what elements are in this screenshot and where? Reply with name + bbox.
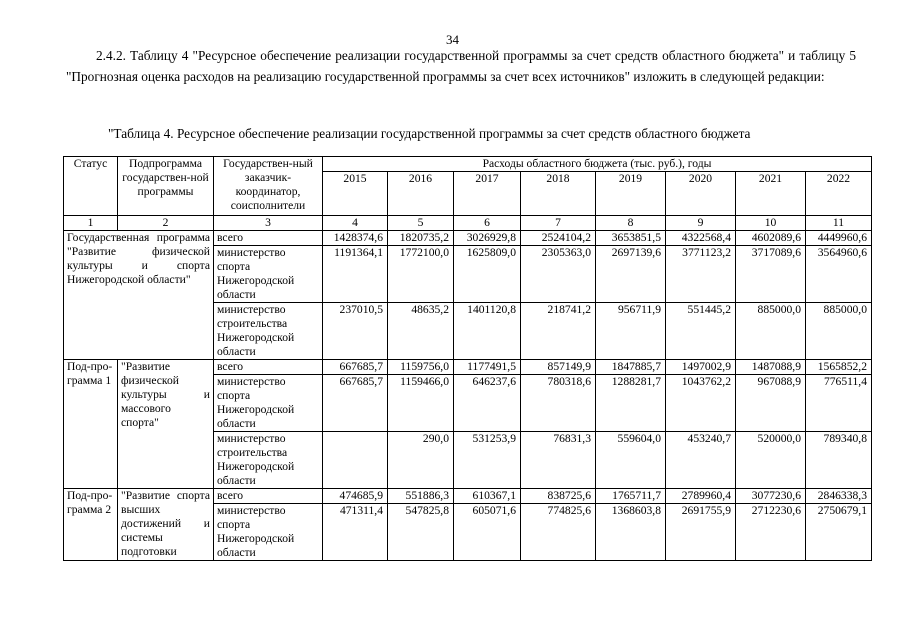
column-number: 10 <box>736 216 806 231</box>
value-cell: 474685,9 <box>323 489 388 504</box>
customer-cell: всего <box>214 231 323 246</box>
subprogram-cell: "Развитие физической культуры и массового спорта" <box>118 360 214 489</box>
value-cell: 218741,2 <box>521 303 596 360</box>
value-cell: 2691755,9 <box>666 504 736 561</box>
column-number: 7 <box>521 216 596 231</box>
status-cell: Под-про-грамма 1 <box>64 360 118 489</box>
value-cell: 2697139,6 <box>596 246 666 303</box>
value-cell: 667685,7 <box>323 375 388 432</box>
header-year: 2018 <box>521 172 596 216</box>
value-cell: 885000,0 <box>806 303 872 360</box>
header-year: 2021 <box>736 172 806 216</box>
amendment-paragraph <box>66 45 856 87</box>
customer-cell: всего <box>214 489 323 504</box>
column-numbers-row <box>64 216 872 231</box>
value-cell: 1497002,9 <box>666 360 736 375</box>
value-cell: 838725,6 <box>521 489 596 504</box>
value-cell: 48635,2 <box>388 303 454 360</box>
value-cell: 1820735,2 <box>388 231 454 246</box>
value-cell: 780318,6 <box>521 375 596 432</box>
value-cell: 1772100,0 <box>388 246 454 303</box>
header-subprogram: Подпрограмма государствен-ной программы <box>118 157 214 216</box>
value-cell: 610367,1 <box>454 489 521 504</box>
column-number: 8 <box>596 216 666 231</box>
value-cell: 290,0 <box>388 432 454 489</box>
column-number: 11 <box>806 216 872 231</box>
value-cell: 3564960,6 <box>806 246 872 303</box>
value-cell: 1159756,0 <box>388 360 454 375</box>
value-cell: 667685,7 <box>323 360 388 375</box>
value-cell: 885000,0 <box>736 303 806 360</box>
value-cell <box>323 432 388 489</box>
value-cell: 547825,8 <box>388 504 454 561</box>
value-cell: 1288281,7 <box>596 375 666 432</box>
value-cell: 1177491,5 <box>454 360 521 375</box>
header-year: 2020 <box>666 172 736 216</box>
header-year: 2016 <box>388 172 454 216</box>
header-expenses: Расходы областного бюджета (тыс. руб.), годы <box>323 157 872 172</box>
customer-cell: министерство спорта Нижегородской области <box>214 375 323 432</box>
value-cell: 789340,8 <box>806 432 872 489</box>
value-cell: 2712230,6 <box>736 504 806 561</box>
value-cell: 1487088,9 <box>736 360 806 375</box>
table-row <box>64 489 872 504</box>
value-cell: 1847885,7 <box>596 360 666 375</box>
value-cell: 3771123,2 <box>666 246 736 303</box>
value-cell: 76831,3 <box>521 432 596 489</box>
value-cell: 453240,7 <box>666 432 736 489</box>
value-cell: 857149,9 <box>521 360 596 375</box>
value-cell: 776511,4 <box>806 375 872 432</box>
customer-cell: министерство спорта Нижегородской области <box>214 246 323 303</box>
value-cell: 1765711,7 <box>596 489 666 504</box>
value-cell: 551445,2 <box>666 303 736 360</box>
value-cell: 1428374,6 <box>323 231 388 246</box>
column-number: 2 <box>118 216 214 231</box>
value-cell: 2846338,3 <box>806 489 872 504</box>
column-number: 4 <box>323 216 388 231</box>
value-cell: 2305363,0 <box>521 246 596 303</box>
header-year: 2019 <box>596 172 666 216</box>
value-cell: 2750679,1 <box>806 504 872 561</box>
value-cell: 3077230,6 <box>736 489 806 504</box>
value-cell: 774825,6 <box>521 504 596 561</box>
value-cell: 551886,3 <box>388 489 454 504</box>
value-cell: 559604,0 <box>596 432 666 489</box>
value-cell: 3026929,8 <box>454 231 521 246</box>
value-cell: 956711,9 <box>596 303 666 360</box>
table-row <box>64 360 872 375</box>
value-cell: 646237,6 <box>454 375 521 432</box>
value-cell: 237010,5 <box>323 303 388 360</box>
header-customer: Государствен-ный заказчик-координатор, соисполнители <box>214 157 323 216</box>
value-cell: 1368603,8 <box>596 504 666 561</box>
value-cell: 4322568,4 <box>666 231 736 246</box>
value-cell: 2789960,4 <box>666 489 736 504</box>
subprogram-cell: "Развитие спорта высших достижений и системы подготовки <box>118 489 214 561</box>
value-cell: 531253,9 <box>454 432 521 489</box>
value-cell: 1565852,2 <box>806 360 872 375</box>
column-number: 5 <box>388 216 454 231</box>
value-cell: 1159466,0 <box>388 375 454 432</box>
header-year: 2015 <box>323 172 388 216</box>
value-cell: 605071,6 <box>454 504 521 561</box>
page-number: 34 <box>446 32 459 47</box>
header-year: 2022 <box>806 172 872 216</box>
value-cell: 2524104,2 <box>521 231 596 246</box>
column-number: 9 <box>666 216 736 231</box>
customer-cell: министерство строительства Нижегородской области <box>214 303 323 360</box>
column-number: 1 <box>64 216 118 231</box>
header-status: Статус <box>64 157 118 216</box>
customer-cell: министерство строительства Нижегородской области <box>214 432 323 489</box>
value-cell: 4449960,6 <box>806 231 872 246</box>
column-number: 6 <box>454 216 521 231</box>
table-caption: "Таблица 4. Ресурсное обеспечение реализации государственной программы за счет средств областного бюджета <box>108 126 751 141</box>
value-cell: 1191364,1 <box>323 246 388 303</box>
budget-table <box>63 156 872 561</box>
value-cell: 4602089,6 <box>736 231 806 246</box>
paragraph-text: 2.4.2. Таблицу 4 "Ресурсное обеспечение реализации государственной программы за счет средств областного бюджета" и таблицу 5 "Прогнозная оценка расходов на реализацию государственной программы за счет всех источников" изложить в следующей редакции: <box>66 48 856 84</box>
value-cell: 967088,9 <box>736 375 806 432</box>
value-cell: 1043762,2 <box>666 375 736 432</box>
table-row <box>64 231 872 246</box>
customer-cell: министерство спорта Нижегородской области <box>214 504 323 561</box>
customer-cell: всего <box>214 360 323 375</box>
header-row <box>64 157 872 172</box>
value-cell: 1625809,0 <box>454 246 521 303</box>
value-cell: 471311,4 <box>323 504 388 561</box>
status-cell: Под-про-грамма 2 <box>64 489 118 561</box>
header-year: 2017 <box>454 172 521 216</box>
column-number: 3 <box>214 216 323 231</box>
value-cell: 3653851,5 <box>596 231 666 246</box>
value-cell: 3717089,6 <box>736 246 806 303</box>
status-cell: Государственная программа "Развитие физической культуры и спорта Нижегородской области" <box>64 231 214 360</box>
value-cell: 520000,0 <box>736 432 806 489</box>
value-cell: 1401120,8 <box>454 303 521 360</box>
